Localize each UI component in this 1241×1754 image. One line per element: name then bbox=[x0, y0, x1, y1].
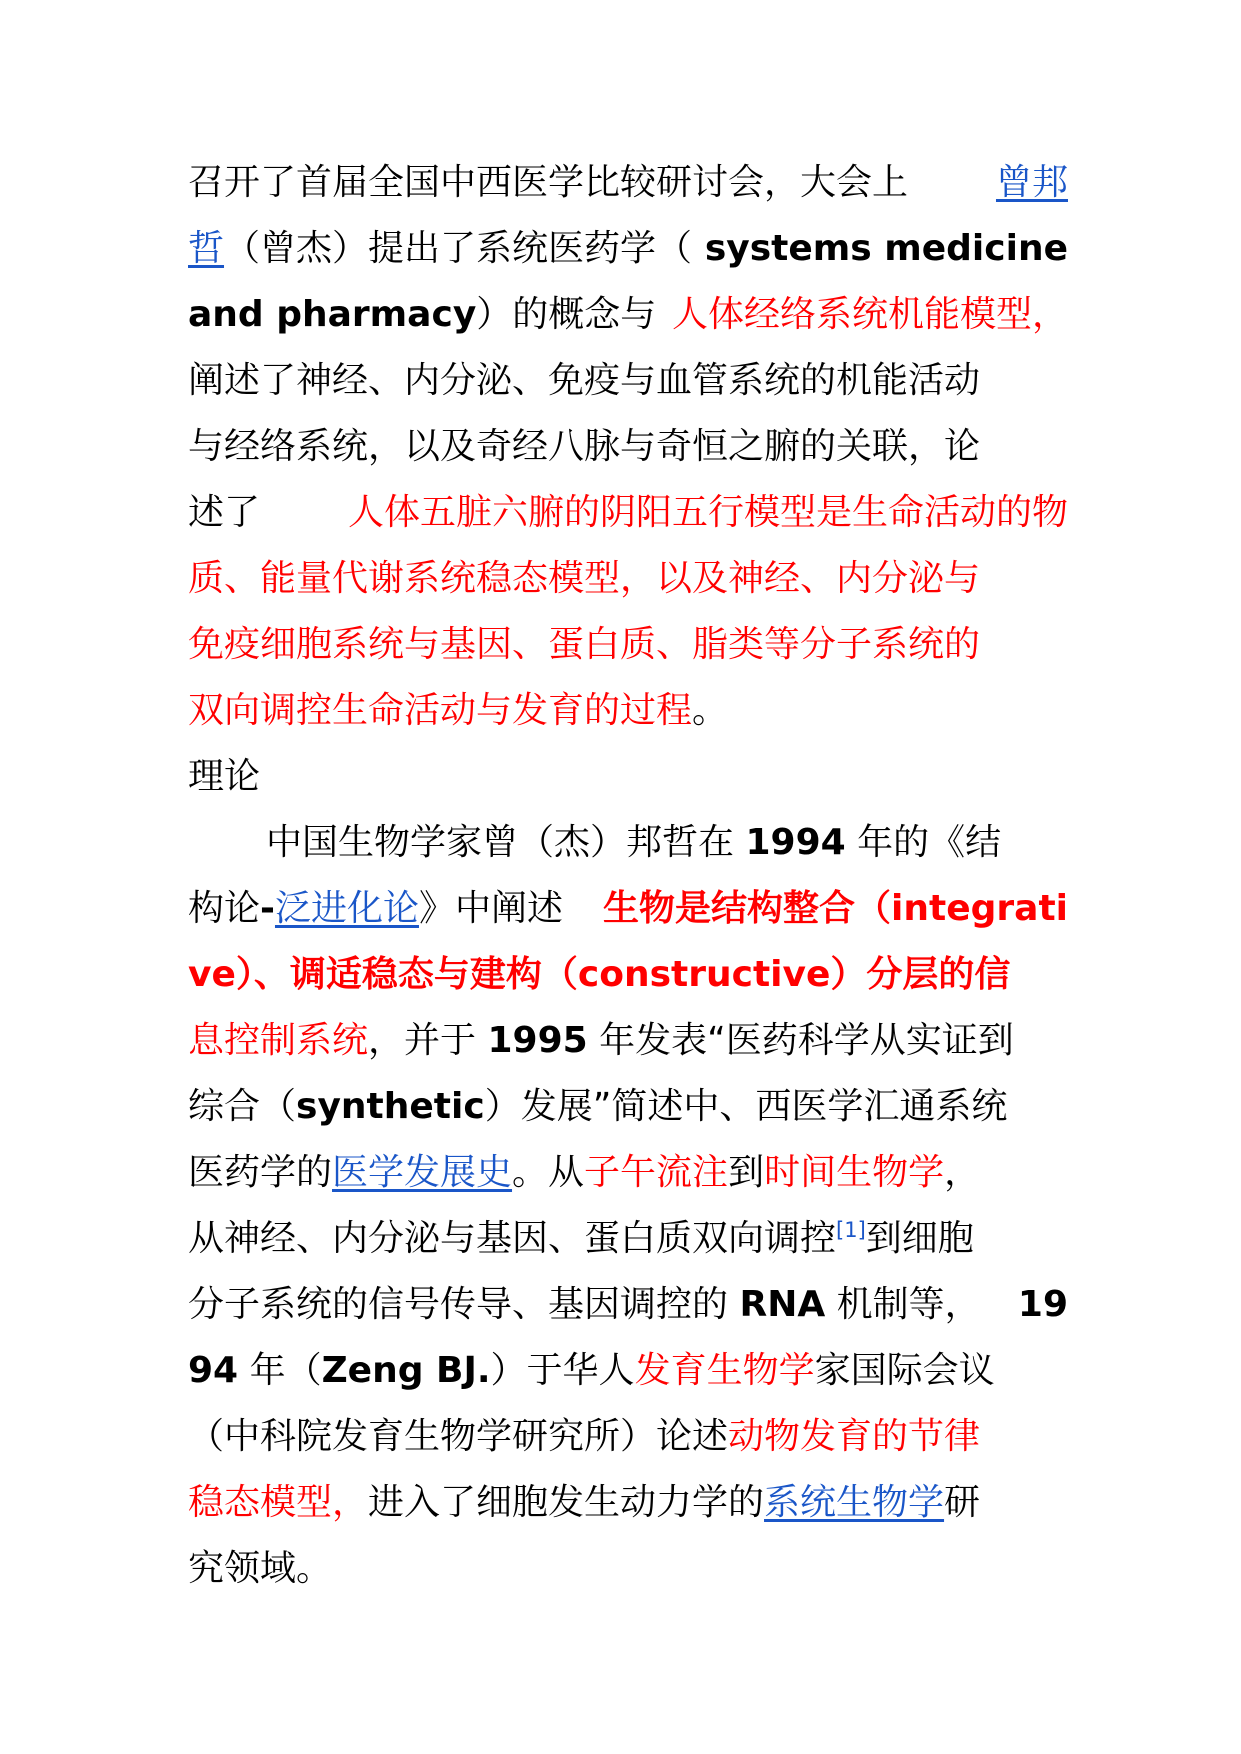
text-run: ）发展”简述中、西医学汇通系统 bbox=[484, 1086, 1008, 1127]
link-medical-history[interactable]: 医学发展史 bbox=[332, 1152, 513, 1193]
text-run: 医药学的 bbox=[188, 1152, 333, 1193]
text-run: ）于华人 bbox=[490, 1350, 635, 1391]
text-run: 阐述了神经、内分泌、免疫与血管系统的机能活动 bbox=[188, 360, 981, 401]
link-systems-biology[interactable]: 系统生物学 bbox=[764, 1482, 945, 1523]
para2-line-9 bbox=[188, 1338, 1068, 1404]
section-heading-theory: 理论 bbox=[188, 756, 261, 797]
emphasis-yinyang-model: 人体五脏六腑的阴阳五行模型是生命活动的物 bbox=[347, 492, 1068, 533]
link-zeng-bangzhe-cont[interactable]: 哲 bbox=[188, 228, 225, 269]
text-run: ）的概念与 bbox=[476, 294, 657, 335]
text-run: 年（ bbox=[249, 1350, 322, 1391]
para2-line-6 bbox=[188, 1140, 1068, 1206]
citation-ref-1[interactable]: [1] bbox=[836, 1218, 866, 1242]
text-run: 机制等， bbox=[836, 1284, 981, 1325]
para1-line-1 bbox=[188, 150, 1068, 216]
para1-line-8 bbox=[188, 612, 1068, 678]
para2-line-1 bbox=[266, 810, 1068, 876]
text-year-1994: 1994 bbox=[745, 822, 846, 863]
emphasis-ziwu-liuzhu: 子午流注 bbox=[584, 1152, 729, 1193]
para2-line-4 bbox=[188, 1008, 1068, 1074]
emphasis-rhythm-model: 动物发育的节律 bbox=[728, 1416, 981, 1457]
emphasis-bidirectional-regulation: 双向调控生命活动与发育的过程 bbox=[188, 690, 693, 731]
text-run: 综合（ bbox=[188, 1086, 297, 1127]
para2-line-5 bbox=[188, 1074, 1068, 1140]
text-run: 究领域。 bbox=[188, 1548, 333, 1589]
text-year-part: 94 bbox=[188, 1350, 239, 1391]
emphasis-chronobiology: 时间生物学 bbox=[764, 1152, 945, 1193]
para1-line-4 bbox=[188, 348, 1068, 414]
para2-line-8 bbox=[188, 1272, 1068, 1338]
text-run: 家国际会议 bbox=[814, 1350, 995, 1391]
para1-line-3 bbox=[188, 282, 1068, 348]
text-run: 中国生物学家曾（杰）邦哲在 bbox=[266, 822, 735, 863]
emphasis-constructive-layers: ve）、调适稳态与建构（constructive）分层的信 bbox=[188, 954, 1011, 995]
text-run: 进入了细胞发生动力学的 bbox=[368, 1482, 765, 1523]
para1-line-5 bbox=[188, 414, 1068, 480]
text-run: 构论 bbox=[188, 888, 261, 929]
emphasis-info-control: 息控制系统 bbox=[188, 1020, 369, 1061]
text-run: 到细胞 bbox=[865, 1218, 974, 1259]
para2-line-7 bbox=[188, 1206, 1068, 1272]
para2-line-10 bbox=[188, 1404, 1068, 1470]
text-run: 。从 bbox=[512, 1152, 585, 1193]
para2-line-2 bbox=[188, 876, 1068, 942]
text-run: 。 bbox=[692, 690, 729, 731]
text-systems-medicine: systems medicine bbox=[704, 228, 1068, 269]
emphasis-meridian-model: 人体经络系统机能模型， bbox=[671, 294, 1068, 335]
text-run: ，并于 bbox=[368, 1020, 477, 1061]
text-run: 年发表“医药科学从实证到 bbox=[599, 1020, 1014, 1061]
text-year-1995: 1995 bbox=[487, 1020, 588, 1061]
emphasis-homeostasis-model-2: 稳态模型， bbox=[188, 1482, 369, 1523]
text-zeng-bj: Zeng BJ. bbox=[321, 1350, 491, 1391]
text-year-part: 19 bbox=[1017, 1284, 1068, 1325]
emphasis-developmental-biology: 发育生物学 bbox=[634, 1350, 815, 1391]
text-run: 召开了首届全国中西医学比较研讨会，大会上 bbox=[188, 162, 909, 203]
text-run: 》中阐述 bbox=[418, 888, 563, 929]
text-synthetic: synthetic bbox=[296, 1086, 485, 1127]
para1-line-7 bbox=[188, 546, 1068, 612]
text-run: 述了 bbox=[188, 492, 261, 533]
text-run: 年的《结 bbox=[857, 822, 1002, 863]
para1-line-2 bbox=[188, 216, 1068, 282]
para2-line-12 bbox=[188, 1536, 1068, 1602]
text-run: 分子系统的信号传导、基因调控的 bbox=[188, 1284, 729, 1325]
text-run: 与经络系统，以及奇经八脉与奇恒之腑的关联，论 bbox=[188, 426, 981, 467]
link-zeng-bangzhe[interactable]: 曾邦 bbox=[995, 162, 1068, 203]
text-run: 从神经、内分泌与基因、蛋白质双向调控 bbox=[188, 1218, 837, 1259]
text-and-pharmacy: and pharmacy bbox=[188, 294, 477, 335]
para1-line-9 bbox=[188, 678, 1068, 744]
para1-line-6 bbox=[188, 480, 1068, 546]
text-rna: RNA bbox=[739, 1284, 826, 1325]
text-run: 到 bbox=[728, 1152, 765, 1193]
text-run: （曾杰）提出了系统医药学（ bbox=[224, 228, 693, 269]
text-hyphen: - bbox=[260, 888, 275, 929]
text-run: （中科院发育生物学研究所）论述 bbox=[188, 1416, 729, 1457]
link-pan-evolution[interactable]: 泛进化论 bbox=[274, 888, 419, 929]
text-run: 研 bbox=[944, 1482, 981, 1523]
emphasis-homeostasis-model: 质、能量代谢系统稳态模型，以及神经、内分泌与 bbox=[188, 558, 981, 599]
emphasis-structural-integration: 生物是结构整合（integrati bbox=[603, 888, 1068, 929]
para2-line-3 bbox=[188, 942, 1068, 1008]
para2-line-11 bbox=[188, 1470, 1068, 1536]
text-run: ， bbox=[944, 1152, 981, 1193]
emphasis-molecular-systems: 免疫细胞系统与基因、蛋白质、脂类等分子系统的 bbox=[188, 624, 981, 665]
